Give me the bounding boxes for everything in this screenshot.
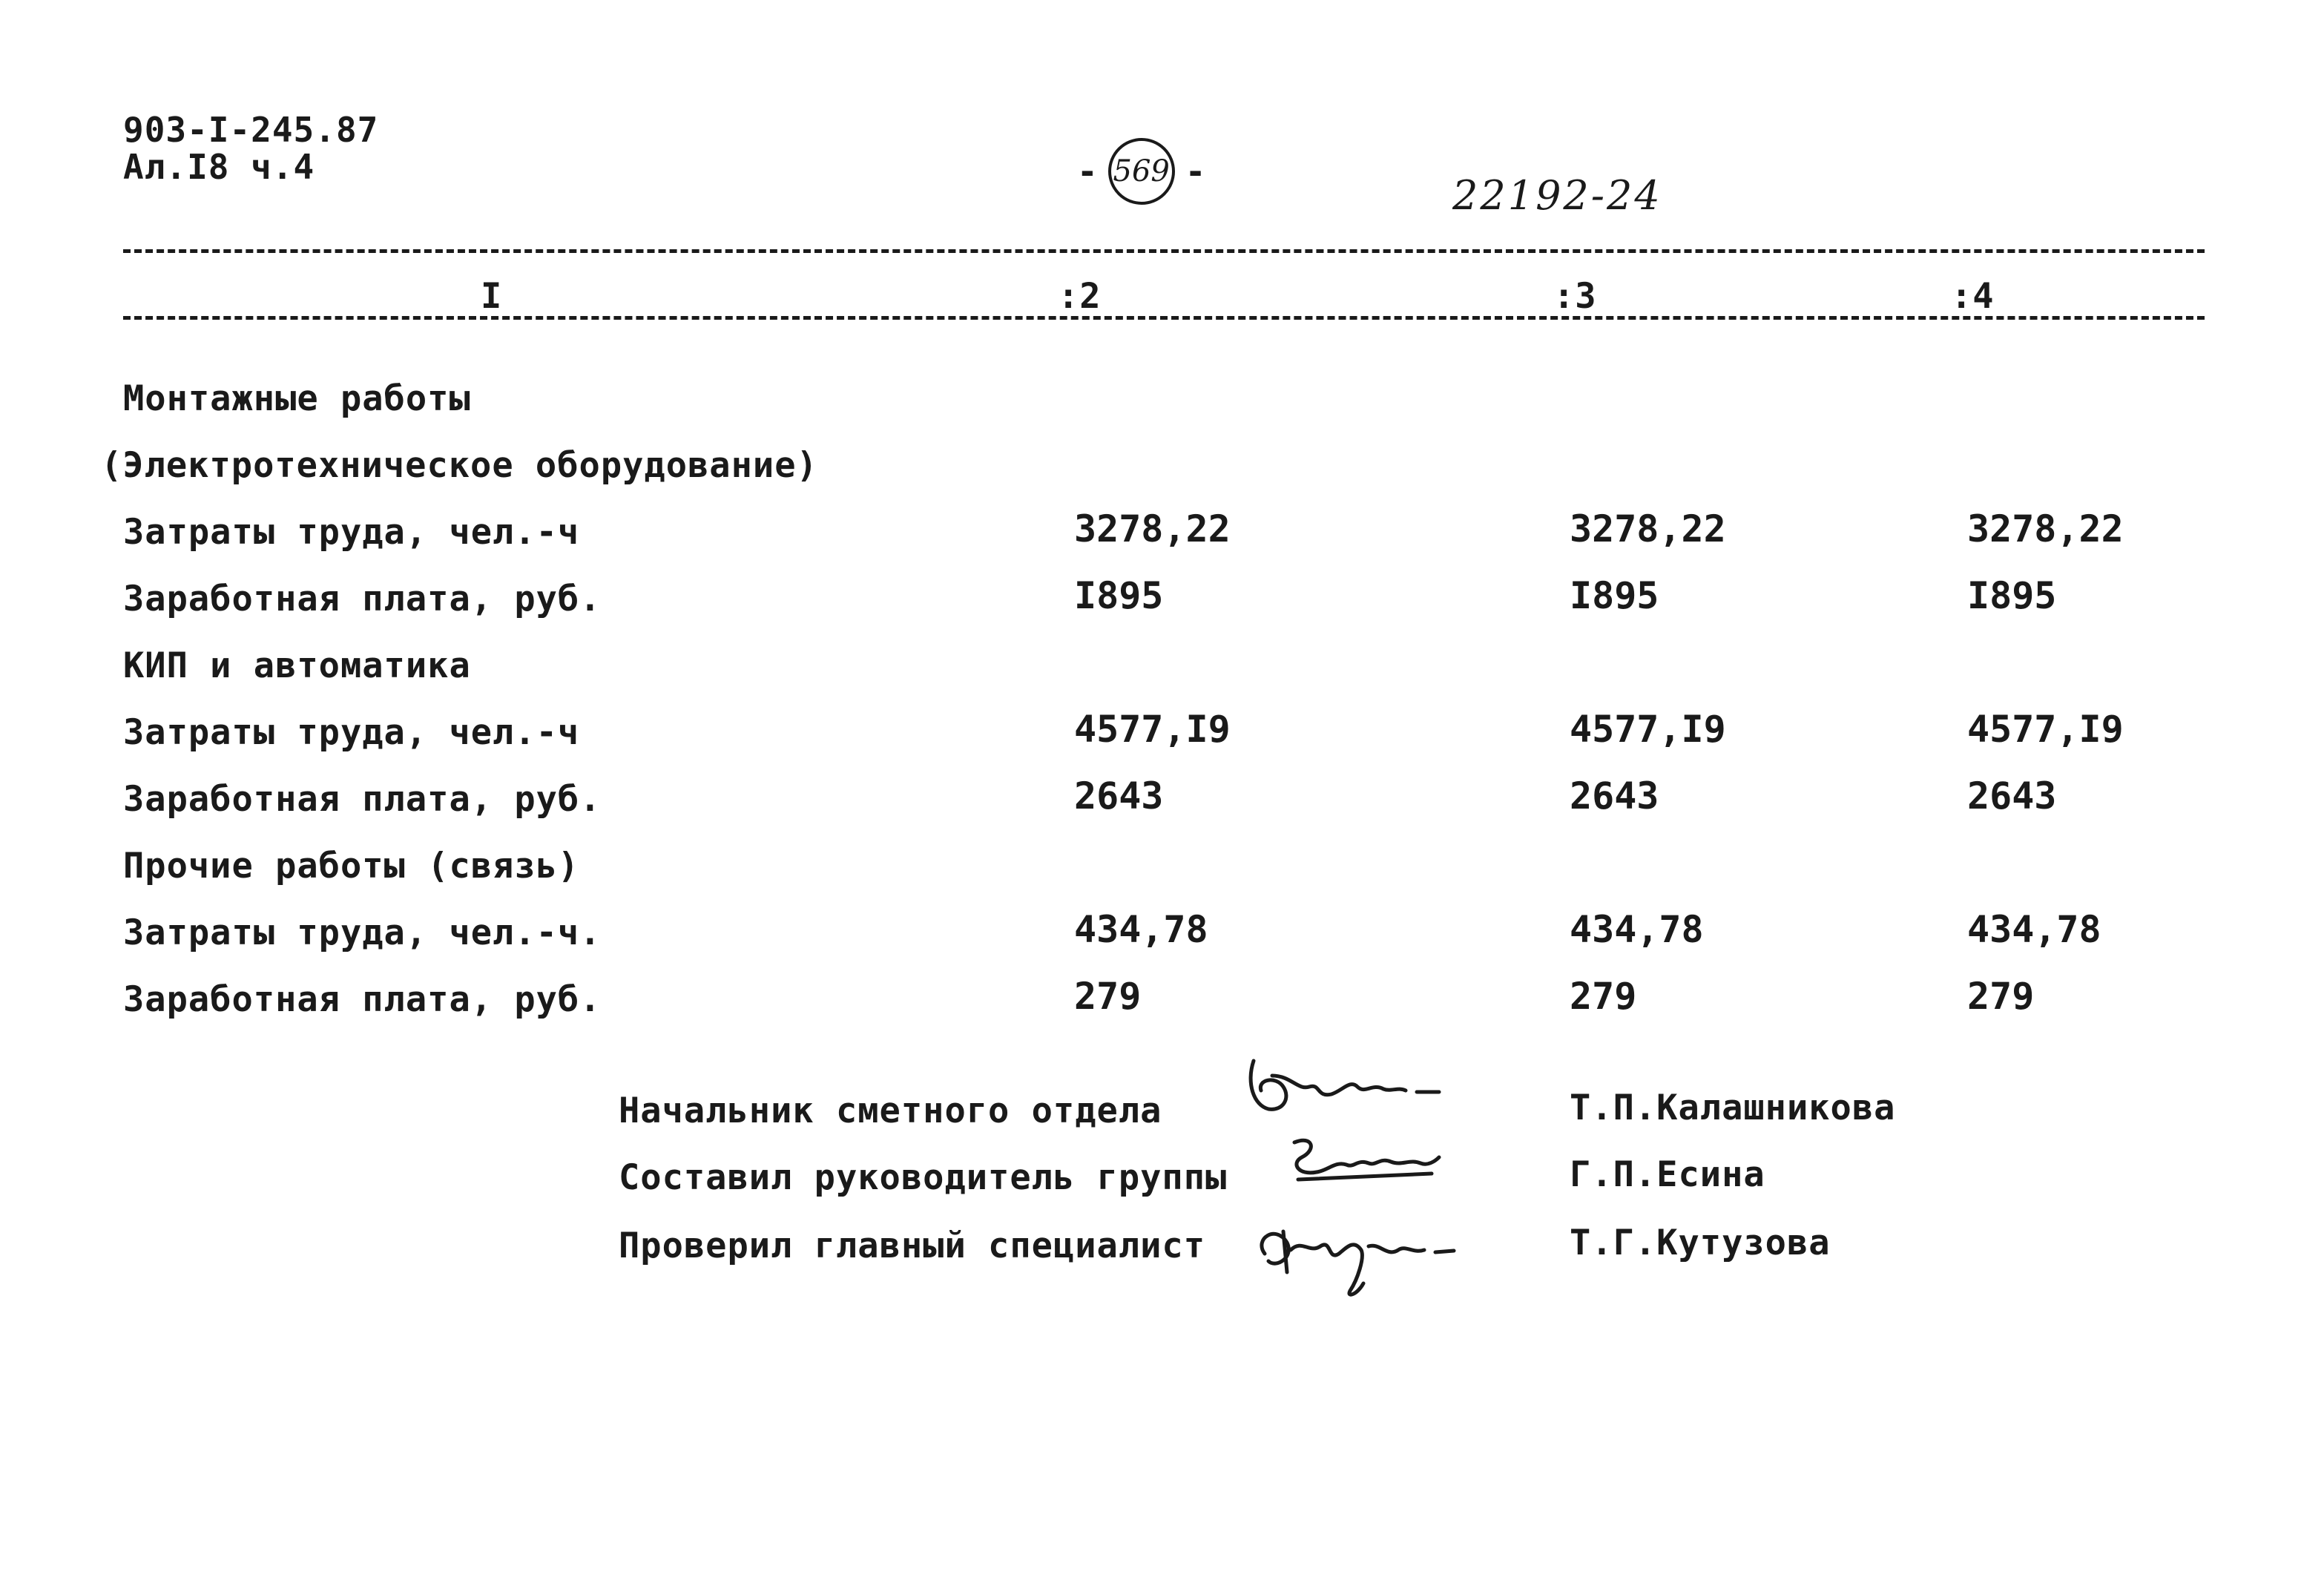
column-header-2: :2: [1058, 276, 1102, 317]
value-col4: 434,78: [1967, 908, 2101, 951]
section-title: КИП и автоматика: [123, 645, 471, 686]
signature-name: Т.Г.Кутузова: [1570, 1223, 1831, 1263]
value-col2: 2643: [1074, 774, 1164, 817]
value-col2: I895: [1074, 574, 1164, 617]
document-code-line1: 903-I-245.87: [123, 110, 379, 150]
signature-1-image: [1239, 1046, 1461, 1128]
document-code-line2: Ал.I8 ч.4: [123, 147, 315, 187]
table-header-rule: [123, 316, 2205, 320]
section-title: (Электротехническое оборудование): [101, 445, 818, 486]
column-header-3: :3: [1553, 276, 1597, 317]
column-header-4: :4: [1951, 276, 1995, 317]
value-col2: 434,78: [1074, 908, 1208, 951]
signature-2-image: [1283, 1128, 1446, 1187]
document-code: [123, 111, 378, 185]
row-label: Заработная плата, руб.: [123, 579, 602, 619]
row-label: Заработная плата, руб.: [123, 979, 602, 1020]
value-col3: 3278,22: [1570, 507, 1726, 550]
page-number-circle: 569: [1108, 138, 1175, 205]
value-col2: 4577,I9: [1074, 708, 1231, 751]
value-col2: 3278,22: [1074, 507, 1231, 550]
signature-3-image: [1246, 1209, 1469, 1313]
value-col3: 434,78: [1570, 908, 1704, 951]
value-col3: 279: [1570, 975, 1637, 1018]
signature-name: Г.П.Есина: [1570, 1154, 1765, 1195]
value-col4: 3278,22: [1967, 507, 2124, 550]
row-label: Затраты труда, чел.-ч: [123, 712, 580, 753]
row-label: Затраты труда, чел.-ч: [123, 512, 580, 553]
column-header-1: I: [481, 276, 503, 317]
signature-role: Проверил главный специалист: [619, 1226, 1206, 1266]
value-col3: I895: [1570, 574, 1659, 617]
value-col2: 279: [1074, 975, 1142, 1018]
section-title: Прочие работы (связь): [123, 846, 580, 886]
value-col3: 2643: [1570, 774, 1659, 817]
row-label: Заработная плата, руб.: [123, 779, 602, 820]
value-col4: 4577,I9: [1967, 708, 2124, 751]
handwritten-number: 22192-24: [1452, 172, 1662, 219]
value-col3: 4577,I9: [1570, 708, 1726, 751]
row-label: Затраты труда, чел.-ч.: [123, 912, 602, 953]
signature-name: Т.П.Калашникова: [1570, 1088, 1896, 1128]
value-col4: 2643: [1967, 774, 2057, 817]
page-number: - 569 -: [1077, 138, 1205, 205]
signature-role: Начальник сметного отдела: [619, 1090, 1162, 1131]
table-top-rule: [123, 249, 2205, 253]
signature-role: Составил руководитель группы: [619, 1157, 1228, 1198]
value-col4: 279: [1967, 975, 2035, 1018]
value-col4: I895: [1967, 574, 2057, 617]
section-title: Монтажные работы: [123, 378, 471, 419]
